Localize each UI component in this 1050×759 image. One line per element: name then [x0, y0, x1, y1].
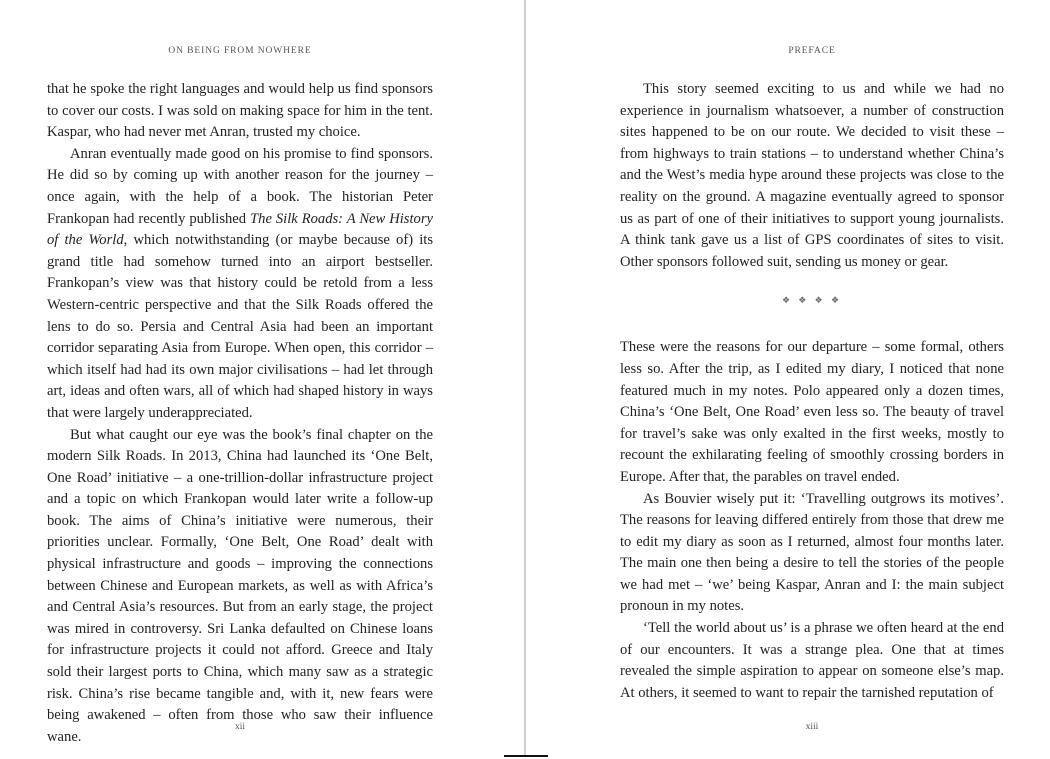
paragraph: As Bouvier wisely put it: ‘Travelling outgrows its motives’. The reasons for leaving differed entirely from those that drew me to edit my diary as soon as I returned, almost four months later. The main one then being a desire to tell the stories of the people we had met – ‘we’ being Kaspar, Anran and I: the main subject pronoun in my notes.	[620, 490, 1004, 615]
paragraph: that he spoke the right languages and would help us find sponsors to cover our costs. I was sold on making space for him in the tent. Kaspar, who had never met Anran, trusted my choice.	[47, 81, 433, 141]
book-title: The Silk Roads: A New History of the World	[47, 210, 433, 249]
paragraph: This story seemed exciting to us and while we had no experience in journalism whatsoever, a number of construction sites happened to be on our route. We decided to visit these – from highways to train stations – to understand whether China’s and the West’s media hype around these projects was close to the reality on the ground. A magazine eventually agreed to sponsor us as part of one of their initiatives to support young journalists. A think tank gave us a list of GPS coordinates of sites to visit. Other sponsors followed suit, sending us money or gear.	[620, 81, 1004, 270]
page-number: xii	[234, 722, 246, 732]
right-page	[526, 0, 1050, 759]
paragraph: ‘Tell the world about us’ is a phrase we often heard at the end of our encounters. It was a strange plea. One that at times revealed the simple aspiration to appear on someone else’s map. At others, it seemed to want to repair the tarnished reputation of	[620, 620, 1004, 701]
body-text	[47, 79, 433, 748]
paragraph: But what caught our eye was the book’s final chapter on the modern Silk Roads. In 2013, China had launched its ‘One Belt, One Road’ initiative – a one-trillion-dollar infrastructure project and a topic on which Frankopan would later write a follow-up book. The aims of China’s initiative were numerous, their priorities unclear. Formally, ‘One Belt, One Road’ dealt with physical infrastructure and goods – improving the connections between Chinese and European markets, as well as with Africa’s and Central Asia’s resources. But from an early stage, the project was mired in controversy. Sri Lanka defaulted on Chinese loans for infrastructure projects it could not afford. Greece and Italy sold their largest ports to China, which many saw as a strategic risk. China’s rise became tangible and, with it, new fears were being awakened – often from those who saw their influence wane.	[47, 426, 433, 745]
running-head: ON BEING FROM NOWHERE	[168, 46, 312, 56]
section-break-ornament-icon: ❖ ❖ ❖ ❖	[781, 295, 843, 306]
text-run: Anran eventually made good on his promise to find sponsors. He did so by coming up with another reason for the journey – once again, with the help of a book. The historian Peter Frankopan had recently published	[47, 145, 433, 227]
body-text	[620, 79, 1004, 704]
paragraph: These were the reasons for our departure – some formal, others less so. After the trip, as I edited my diary, I noticed that none featured much in my notes. Polo appeared only a dozen times, China’s ‘One Belt, One Road’ even less so. The beauty of travel for travel’s sake was only exalted in the first weeks, mostly to recount the exhilarating feeling of smoothly crossing borders in Europe. After that, the parables on travel ended.	[620, 339, 1004, 485]
running-head: PREFACE	[788, 46, 836, 56]
page-number: xiii	[805, 722, 819, 732]
paragraph	[47, 144, 433, 425]
text-run: , which notwithstanding (or maybe because of) its grand title had somehow turned into an airport bestseller. Frankopan’s view was that history could be retold from a less Western-centric perspective and that the Silk Roads offered the lens to do so. Persia and Central Asia had been an important corridor separating Asia from Europe. When open, this corridor – which itself had had its own major civilisations – had let through art, ideas and often wars, all of which had shaped history in ways that were largely underappreciated.	[47, 232, 433, 421]
